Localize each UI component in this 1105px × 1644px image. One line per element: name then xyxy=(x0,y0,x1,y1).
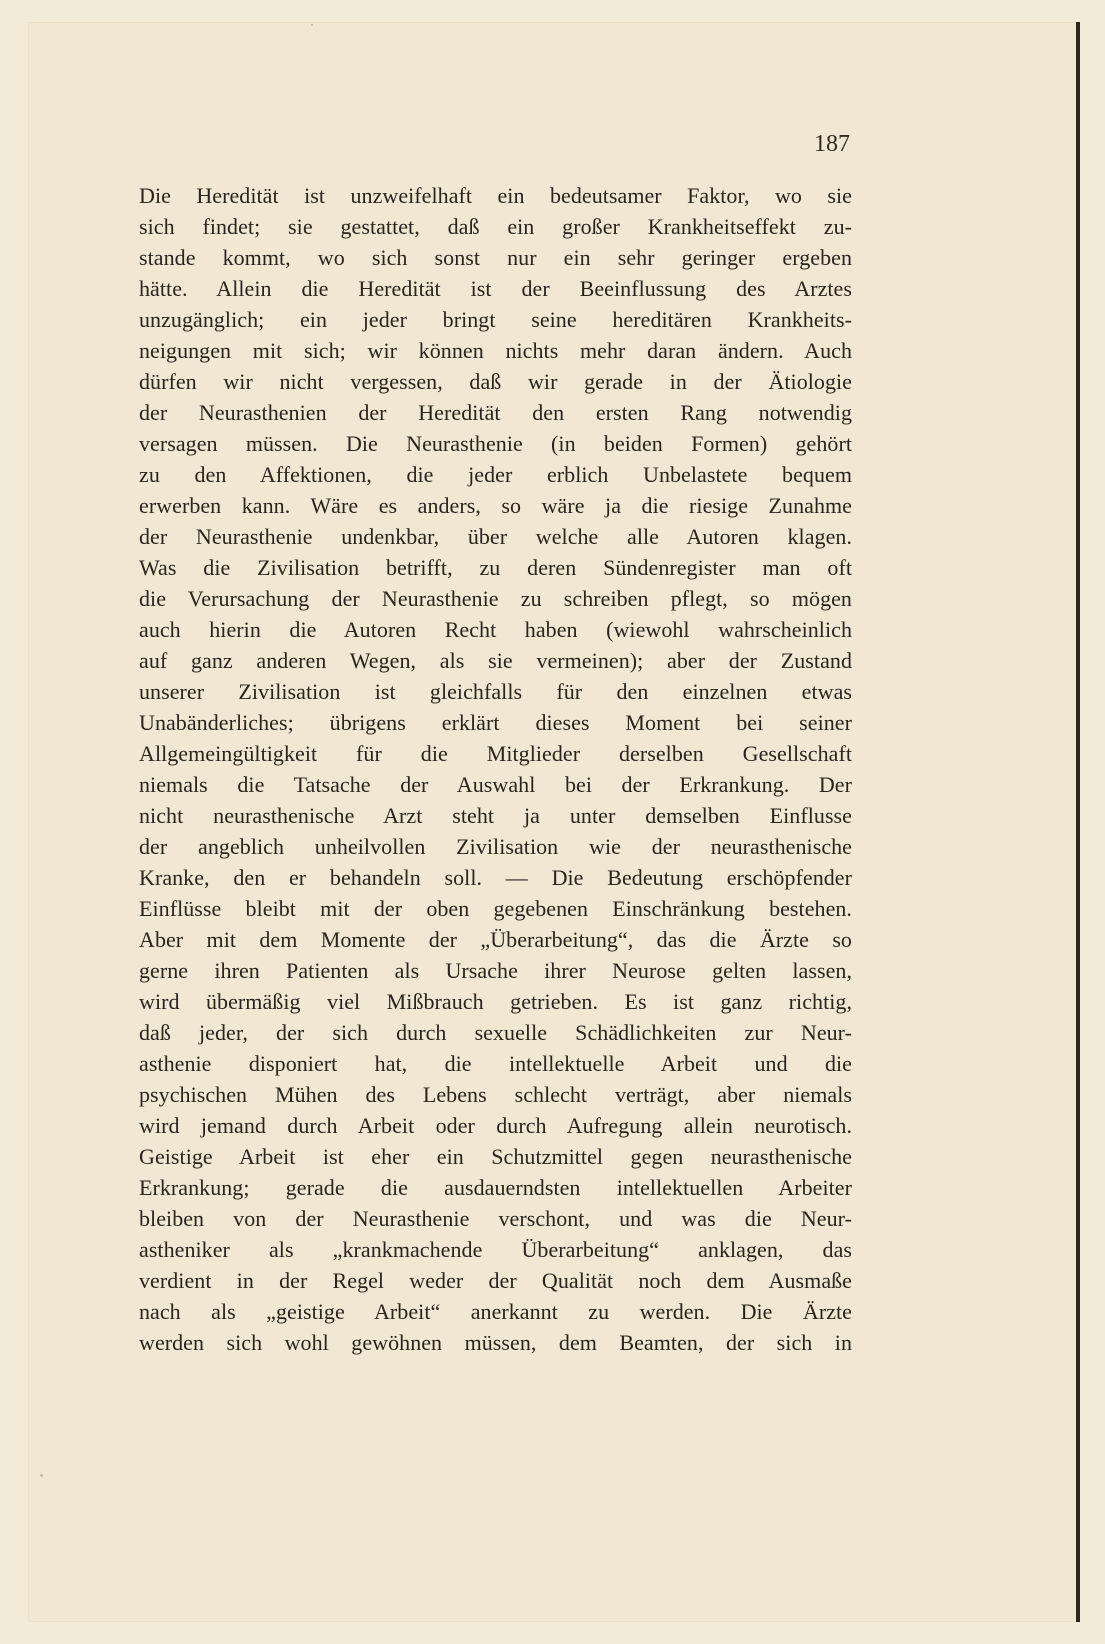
text-line: auf ganz anderen Wegen, als sie vermeinen); aber der Zustand xyxy=(139,648,852,673)
text-line: Aber mit dem Momente der „Überarbeitung“, das die Ärzte so xyxy=(139,927,852,952)
text-line: astheniker als „krankmachende Überarbeitung“ anklagen, das xyxy=(139,1237,852,1262)
text-line: stande kommt, wo sich sonst nur ein sehr geringer ergeben xyxy=(139,245,852,270)
text-line: Geistige Arbeit ist eher ein Schutzmittel gegen neurasthenische xyxy=(139,1144,852,1169)
text-line: Was die Zivilisation betrifft, zu deren Sündenregister man oft xyxy=(139,555,852,580)
text-line: gerne ihren Patienten als Ursache ihrer Neurose gelten lassen, xyxy=(139,958,852,983)
body-text xyxy=(139,180,852,1358)
paper-speck xyxy=(40,1474,43,1477)
text-line: werden sich wohl gewöhnen müssen, dem Beamten, der sich in xyxy=(139,1330,852,1355)
text-line: unzugänglich; ein jeder bringt seine hereditären Krankheits- xyxy=(139,307,852,332)
text-line: versagen müssen. Die Neurasthenie (in beiden Formen) gehört xyxy=(139,431,852,456)
text-line: Die Heredität ist unzweifelhaft ein bedeutsamer Faktor, wo sie xyxy=(139,183,852,208)
text-line: wird jemand durch Arbeit oder durch Aufregung allein neurotisch. xyxy=(139,1113,852,1138)
text-line: asthenie disponiert hat, die intellektuelle Arbeit und die xyxy=(139,1051,852,1076)
text-line: Erkrankung; gerade die ausdauerndsten intellektuellen Arbeiter xyxy=(139,1175,852,1200)
text-line: die Verursachung der Neurasthenie zu schreiben pflegt, so mögen xyxy=(139,586,852,611)
page-edge-shadow xyxy=(1076,22,1080,1622)
text-line: erwerben kann. Wäre es anders, so wäre ja die riesige Zunahme xyxy=(139,493,852,518)
text-line: psychischen Mühen des Lebens schlecht verträgt, aber niemals xyxy=(139,1082,852,1107)
text-line: auch hierin die Autoren Recht haben (wiewohl wahrscheinlich xyxy=(139,617,852,642)
text-line: neigungen mit sich; wir können nichts mehr daran ändern. Auch xyxy=(139,338,852,363)
text-line: Allgemeingültigkeit für die Mitglieder derselben Gesellschaft xyxy=(139,741,852,766)
text-line: daß jeder, der sich durch sexuelle Schädlichkeiten zur Neur- xyxy=(139,1020,852,1045)
text-line: nicht neurasthenische Arzt steht ja unter demselben Einflusse xyxy=(139,803,852,828)
page-number: 187 xyxy=(814,131,850,157)
text-line: Unabänderliches; übrigens erklärt dieses Moment bei seiner xyxy=(139,710,852,735)
text-line: dürfen wir nicht vergessen, daß wir gerade in der Ätiologie xyxy=(139,369,852,394)
paper-speck xyxy=(311,24,313,26)
text-line: der angeblich unheilvollen Zivilisation wie der neurasthenische xyxy=(139,834,852,859)
text-line: unserer Zivilisation ist gleichfalls für den einzelnen etwas xyxy=(139,679,852,704)
text-line: der Neurasthenie undenkbar, über welche alle Autoren klagen. xyxy=(139,524,852,549)
text-line: Kranke, den er behandeln soll. — Die Bedeutung erschöpfender xyxy=(139,865,852,890)
text-line: Einflüsse bleibt mit der oben gegebenen Einschränkung bestehen. xyxy=(139,896,852,921)
text-line: zu den Affektionen, die jeder erblich Unbelastete bequem xyxy=(139,462,852,487)
text-line: nach als „geistige Arbeit“ anerkannt zu werden. Die Ärzte xyxy=(139,1299,852,1324)
text-line: niemals die Tatsache der Auswahl bei der Erkrankung. Der xyxy=(139,772,852,797)
text-line: hätte. Allein die Heredität ist der Beeinflussung des Arztes xyxy=(139,276,852,301)
text-line: der Neurasthenien der Heredität den ersten Rang notwendig xyxy=(139,400,852,425)
text-line: sich findet; sie gestattet, daß ein großer Krankheitseffekt zu- xyxy=(139,214,852,239)
text-line: wird übermäßig viel Mißbrauch getrieben. Es ist ganz richtig, xyxy=(139,989,852,1014)
text-line: verdient in der Regel weder der Qualität noch dem Ausmaße xyxy=(139,1268,852,1293)
text-line: bleiben von der Neurasthenie verschont, und was die Neur- xyxy=(139,1206,852,1231)
